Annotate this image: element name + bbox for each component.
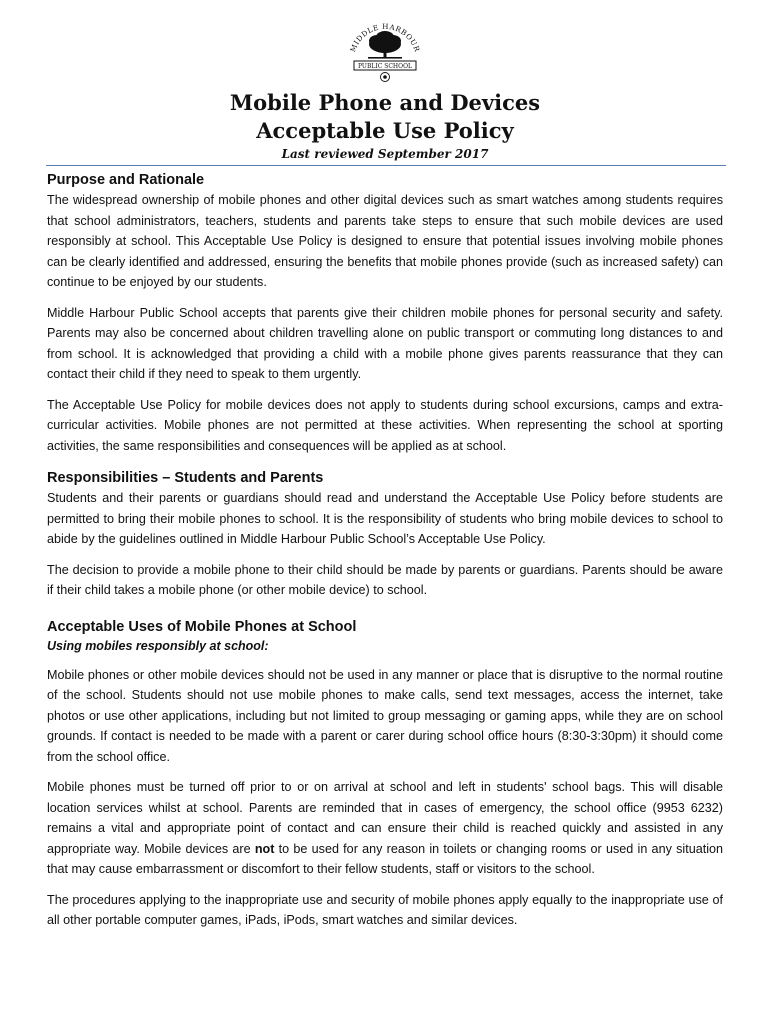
paragraph: The decision to provide a mobile phone to their child should be made by parents or guardians. Parents should be aware if their child takes a mobile phone (or other mobile device) to school.: [47, 562, 723, 597]
text-run: Mobile phones must be turned off prior to or on arrival at school and left in students' school bags. This will disable location services whilst at school. Parents are reminded that in cases of emergency, the school office (9953 6232) remains a vital and appropriate point of contact and can ensure their child is reached quickly and assisted in any appropriate way. Mobile devices are: [47, 780, 723, 856]
subheading: Using mobiles responsibly at school:: [47, 638, 269, 653]
emphasis-not: not: [254, 841, 275, 856]
tree-icon: [368, 31, 402, 59]
paragraph: [47, 777, 723, 880]
page-title-line2: Acceptable Use Policy: [256, 118, 514, 143]
paragraph: Middle Harbour Public School accepts that parents give their children mobile phones for personal security and safety. Parents may also be concerned about children travelling alone on public transport or commuting long distances to and from school. It is acknowledged that providing a child with a mobile phone gives parents reassurance that they can contact their child if they need to speak to them urgently.: [47, 305, 723, 381]
paragraph: The Acceptable Use Policy for mobile devices does not apply to students during school excursions, camps and extra-curricular activities. Mobile phones are not permitted at these activities. When representing the school at sporting activities, the same responsibilities and consequences will be applied as at school.: [47, 397, 723, 453]
page-title-line1: Mobile Phone and Devices: [229, 90, 541, 115]
school-logo: [340, 14, 430, 86]
paragraph: Mobile phones or other mobile devices should not be used in any manner or place that is disruptive to the normal routine of the school. Students should not use mobile phones to make calls, send text messages, access the internet, take photos or use other applications, including but not limited to group messaging or gaming apps, while they are on school grounds. If contact is needed to be made with a parent or carer during school office hours (8:30-3:30pm) it should come from the school office.: [47, 667, 723, 764]
title-divider: [46, 165, 726, 166]
paragraph: Students and their parents or guardians should read and understand the Acceptable Use Policy before students are permitted to bring their mobile phones to school. It is the responsibility of students who bring mobile devices to school to abide by the guidelines outlined in Middle Harbour Public School’s Acceptable Use Policy.: [47, 491, 723, 546]
text-run: to be used for any reason in toilets or changing rooms or used in any situation that may cause embarrassment or discomfort to their fellow students, staff or visitors to the school.: [47, 841, 724, 876]
logo-arc-text: MIDDLE HARBOUR: [348, 21, 422, 54]
paragraph: The procedures applying to the inappropriate use and security of mobile phones apply equally to the inappropriate use of all other portable computer games, iPads, iPods, smart watches and similar devices.: [47, 892, 723, 927]
paragraph: The widespread ownership of mobile phones and other digital devices such as smart watches among students requires that school administrators, teachers, students and parents take steps to ensure that such mobile devices are used responsibly at school. This Acceptable Use Policy is designed to ensure that potential issues involving mobile phones can be clearly identified and addressed, ensuring the benefits that mobile phones provide (such as increased safety) can continue to be enjoyed by our students.: [47, 193, 723, 289]
section-heading-purpose: Purpose and Rationale: [47, 172, 205, 188]
last-reviewed-date: Last reviewed September 2017: [281, 147, 489, 161]
section-heading-responsibilities: Responsibilities – Students and Parents: [47, 470, 324, 486]
section-heading-acceptable-uses: Acceptable Uses of Mobile Phones at School: [47, 618, 357, 635]
logo-banner-text: PUBLIC SCHOOL: [357, 63, 413, 70]
document-body: [47, 170, 723, 931]
